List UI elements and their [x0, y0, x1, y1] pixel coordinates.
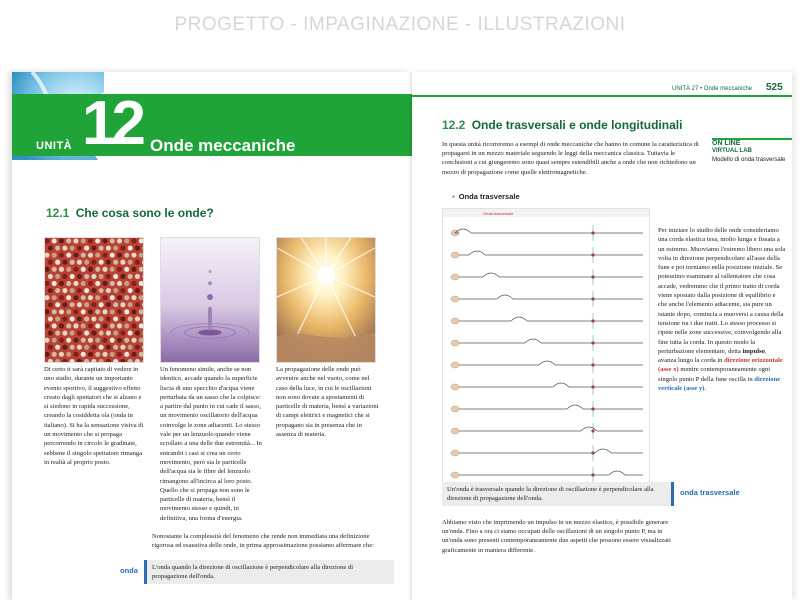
hand-icon	[451, 472, 459, 478]
rope-line	[459, 339, 643, 343]
definition-tag-right: onda trasversale	[680, 488, 740, 497]
hand-icon	[451, 406, 459, 412]
chapter-label: UNITÀ	[36, 140, 73, 152]
rope-line	[459, 427, 643, 431]
side-text-tail-1: , avanza lungo la corda in	[658, 347, 767, 365]
side-paragraph	[658, 226, 786, 393]
hand-icon	[451, 450, 459, 456]
intro-paragraph: Nonostante la complessità del fenomeno che rende non immediata una definizione rigorosa ed esaustiva delle onde, in prima approssimazione possiamo affermare che:	[152, 533, 374, 550]
chapter-title: Onde meccaniche	[150, 136, 296, 155]
intro-paragraph-right: In questa unità ricorreremo a esempi di onde meccaniche che hanno in comune la caratteristica di propagarsi in un mezzo materiale seguendo le leggi della meccanica classica. Tuttavia le conclusioni a cui giungeremo sono quasi sempre estendibili anche a onde che non richiedono un mezzo di propagazione come quelle elettromagnetiche.	[442, 141, 699, 176]
definition-box: L'onda quando la direzione di oscillazione è perpendicolare alla direzione di propagazione dell'onda.	[144, 560, 394, 584]
online-resource-title: Modello di onda trasversale	[712, 157, 786, 163]
rope-line	[459, 317, 643, 321]
rope-line	[459, 273, 643, 277]
book-spread	[12, 72, 792, 600]
column-text-1: Di certo ti sarà capitato di vedere in uno stadio, durante un importante evento sportivo, il suggestivo effetto creato dagli spettatori che si alzano e si siedono in rapida successione, creando la cosiddetta ola (onda in italiano). Si ha la sensazione visiva di un movimento che si propaga percorrendo in circolo le gradinate, sebbene il singolo spettatore rimanga in realtà al proprio posto.	[44, 366, 144, 466]
chapter-number: 12	[82, 89, 141, 158]
section-heading	[46, 206, 214, 220]
subheading	[452, 192, 520, 201]
section-title-2: Onde trasversali e onde longitudinali	[471, 118, 683, 132]
subheading-bullet: ▪	[452, 192, 455, 201]
section-number-2: 12.2	[442, 118, 466, 132]
figure-header-text: Onda trasversale	[483, 211, 514, 216]
side-text-main: Per iniziare lo studio delle onde consideriamo una corda elastica tesa, molto lunga e fissata a un estremo. Muoviamo l'estremo libero una sola volta in direzione perpendicolare all'asse della fune e poi torniamo nella posizione iniziale. Se potessimo esaminare al rallentatore che cosa accade, vedremmo che il primo tratto di corda viene spostato dalla posizione di equilibrio e che anche l'elemento adiacente, sia pure un istante dopo, comincia a muoversi a causa della tensione tra i due tratti. Lo stesso processo si ripete nelle zone successive, coinvolgendo alla fine tutta la corda. In questo modo la perturbazione elementare, detta	[658, 227, 786, 355]
hand-icon	[451, 296, 459, 302]
rope-line	[459, 449, 643, 453]
section-heading-2	[442, 118, 682, 132]
hand-icon	[451, 252, 459, 258]
stadium-crowd-photo	[44, 237, 144, 363]
hand-icon	[451, 428, 459, 434]
definition-tag: onda	[120, 566, 138, 575]
vertical-direction-term: direzione verticale (asse y)	[658, 375, 781, 393]
section-number: 12.1	[46, 206, 70, 220]
running-head: UNITÀ 27 • Onde meccaniche	[672, 86, 753, 92]
online-label: ON LINE	[712, 140, 741, 147]
impulse-term: impulso	[742, 347, 765, 355]
rope-line	[459, 361, 643, 365]
horizontal-direction-term: direzione orizzontale (asse x)	[658, 357, 783, 374]
hand-icon	[451, 274, 459, 280]
rope-line	[455, 229, 643, 233]
rope-line	[459, 383, 643, 387]
header-rule	[412, 95, 792, 97]
transverse-wave-figure	[442, 208, 650, 488]
rope-line	[459, 405, 643, 409]
hand-icon	[451, 384, 459, 390]
section-title: Che cosa sono le onde?	[75, 206, 214, 220]
bottom-paragraph: Abbiamo visto che imprimendo un impulso in un mezzo elastico, è possibile generare un'onda. Fino a ora ci siamo occupati delle oscillazioni di un singolo punto P, ma in un'onda sono presenti contemporaneamente due aspetti che possono essere visualizzati graficamente in maniera differente.	[442, 519, 671, 554]
hand-icon	[451, 318, 459, 324]
online-resource-box[interactable]	[712, 138, 792, 168]
hand-icon	[451, 340, 459, 346]
virtual-lab-label: VIRTUAL LAB	[712, 148, 752, 154]
side-text-end: .	[704, 385, 707, 393]
wave-diagram	[443, 209, 649, 487]
water-drop-photo	[160, 237, 260, 363]
left-page	[12, 72, 412, 600]
sun-rays-photo	[276, 237, 376, 363]
rope-line	[459, 471, 643, 475]
hand-icon	[451, 362, 459, 368]
rope-line	[459, 295, 643, 299]
banner-title: PROGETTO - IMPAGINAZIONE - ILLUSTRAZIONI	[174, 14, 626, 35]
column-text-2: Un fenomeno simile, anche se non identico, accade quando la superficie liscia di uno specchio d'acqua viene perturbata da un sasso che la colpisce: a partire dal punto in cui cade il sasso, un movimento oscillatorio dell'acqua coinvolge le zone adiacenti. Lo stesso vale per un lenzuolo quando viene scrollato a una delle due estremità... In entrambi i casi si crea un certo movimento, però sia le particelle dell'acqua sia le fibre del lenzuolo rimangono all'incirca al loro posto. Quello che si propaga non sono le particelle di materia, bensì il movimento stesso e quindi, in definitiva, una forma d'energia.	[160, 366, 262, 522]
side-text-tail-2: mentre contemporaneamente ogni singolo punto P della fune oscilla in	[658, 366, 771, 383]
right-page	[412, 72, 792, 600]
definition-box-right: Un'onda è trasversale quando la direzione di oscillazione è perpendicolare alla direzione di propagazione dell'onda.	[442, 482, 674, 506]
rope-line	[459, 251, 643, 255]
column-text-3: La propagazione delle onde può avvenire anche nel vuoto, come nel caso della luce, in cui le oscillazioni non sono dovute a spostamenti di particelle di materia, bensì a variazioni di campi elettrici e magnetici che si propagano sia in presenza che in assenza di materia.	[276, 366, 379, 439]
subheading-text: Onda trasversale	[458, 192, 520, 201]
page-number: 525	[766, 82, 783, 93]
